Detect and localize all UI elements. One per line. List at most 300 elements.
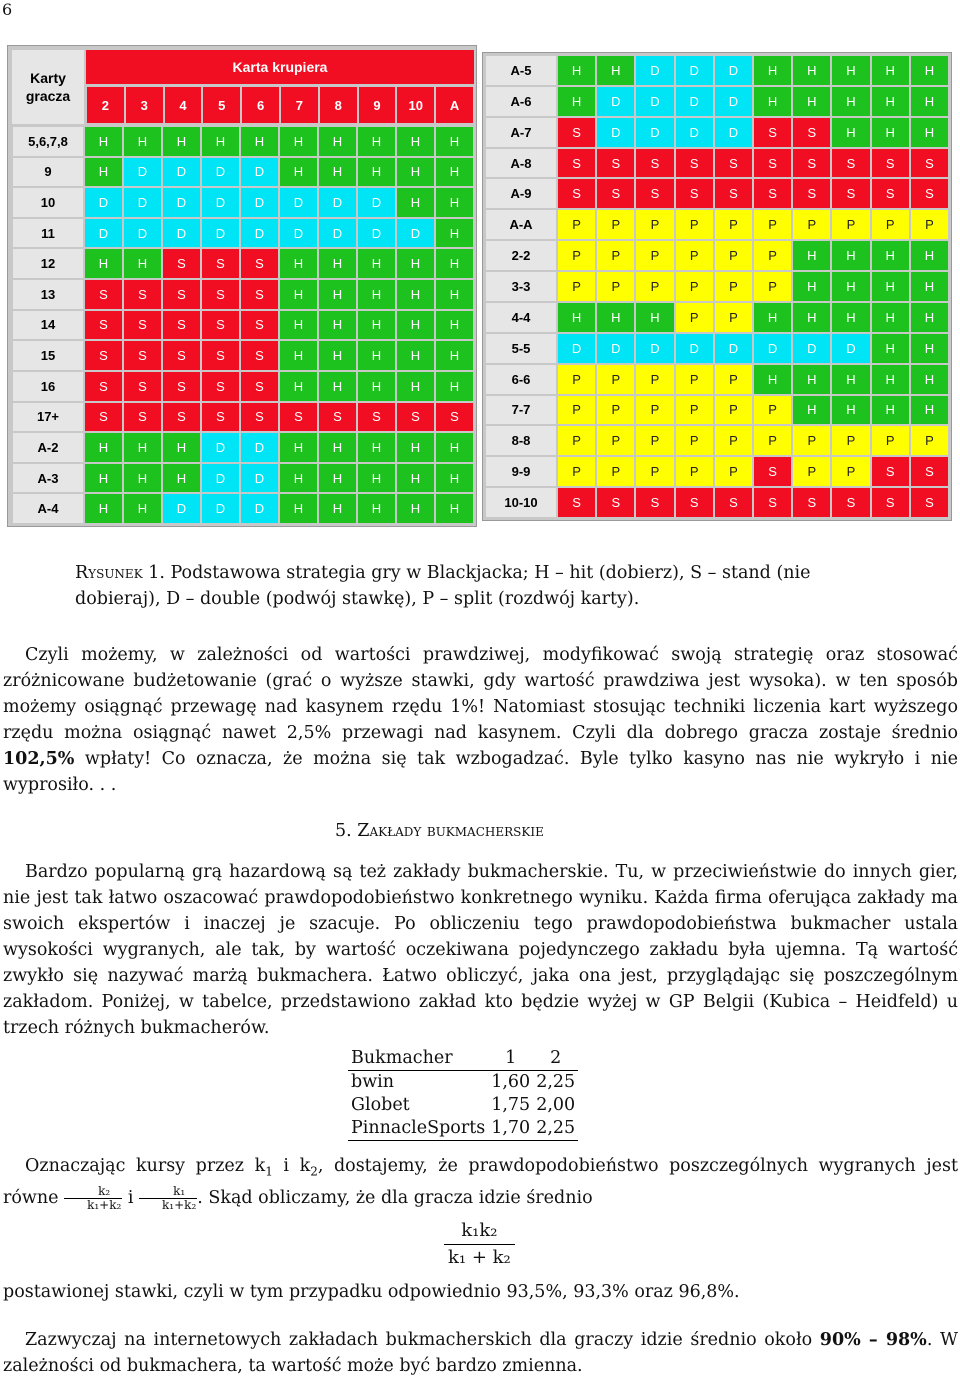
player-hand-label: 9 bbox=[12, 157, 84, 188]
strategy-cell-D: D bbox=[831, 333, 870, 364]
strategy-cell-S: S bbox=[831, 487, 870, 518]
strategy-cell-S: S bbox=[84, 340, 123, 371]
strategy-cell-H: H bbox=[84, 157, 123, 188]
strategy-cell-H: H bbox=[635, 302, 674, 333]
strategy-cell-H: H bbox=[435, 493, 474, 524]
strategy-cell-H: H bbox=[792, 302, 831, 333]
strategy-cell-D: D bbox=[675, 117, 714, 148]
highlight-percentage: 102,5% bbox=[3, 749, 75, 769]
strategy-cell-D: D bbox=[123, 218, 162, 249]
strategy-cell-P: P bbox=[714, 425, 753, 456]
strategy-cell-P: P bbox=[596, 395, 635, 426]
strategy-cell-S: S bbox=[753, 148, 792, 179]
display-formula bbox=[444, 1218, 515, 1271]
table-row bbox=[348, 1094, 578, 1117]
strategy-cell-P: P bbox=[714, 209, 753, 240]
dealer-card-header: 7 bbox=[280, 86, 319, 124]
strategy-cell-H: H bbox=[279, 371, 318, 402]
strategy-cell-H: H bbox=[123, 126, 162, 157]
strategy-cell-H: H bbox=[831, 364, 870, 395]
strategy-cell-S: S bbox=[435, 402, 474, 433]
fraction-numerator: k₁ bbox=[139, 1185, 197, 1199]
strategy-cell-P: P bbox=[831, 209, 870, 240]
fraction-prob-1 bbox=[64, 1185, 122, 1212]
strategy-cell-S: S bbox=[596, 148, 635, 179]
player-hand-label: 15 bbox=[12, 340, 84, 371]
strategy-cell-P: P bbox=[792, 456, 831, 487]
strategy-cell-D: D bbox=[84, 187, 123, 218]
strategy-cell-P: P bbox=[831, 456, 870, 487]
paragraph-text: . W zależności od bukmachera, ta wartość może być bardzo zmienna. bbox=[3, 1330, 958, 1376]
strategy-cell-S: S bbox=[792, 117, 831, 148]
strategy-cell-S: S bbox=[675, 178, 714, 209]
strategy-cell-S: S bbox=[396, 402, 435, 433]
strategy-cell-H: H bbox=[910, 302, 949, 333]
strategy-cell-D: D bbox=[162, 218, 201, 249]
strategy-cell-P: P bbox=[675, 395, 714, 426]
strategy-cell-S: S bbox=[753, 178, 792, 209]
strategy-cell-S: S bbox=[753, 117, 792, 148]
player-hand-label: 13 bbox=[12, 279, 84, 310]
player-hand-label: 14 bbox=[12, 310, 84, 341]
strategy-cell-H: H bbox=[279, 157, 318, 188]
strategy-cell-H: H bbox=[753, 302, 792, 333]
strategy-cell-P: P bbox=[675, 271, 714, 302]
strategy-cell-D: D bbox=[714, 333, 753, 364]
strategy-cell-H: H bbox=[792, 240, 831, 271]
player-cards-label-text: Karty gracza bbox=[25, 69, 71, 104]
strategy-cell-S: S bbox=[201, 371, 240, 402]
dealer-card-header: 2 bbox=[86, 86, 125, 124]
strategy-cell-H: H bbox=[396, 463, 435, 494]
strategy-cell-D: D bbox=[162, 187, 201, 218]
table-cell: 1,75 bbox=[491, 1095, 531, 1115]
strategy-cell-D: D bbox=[318, 187, 357, 218]
strategy-cell-H: H bbox=[753, 86, 792, 117]
strategy-cell-D: D bbox=[635, 117, 674, 148]
strategy-cell-H: H bbox=[596, 55, 635, 86]
strategy-cell-H: H bbox=[318, 126, 357, 157]
strategy-cell-P: P bbox=[557, 240, 596, 271]
paragraph-text: i k bbox=[272, 1156, 311, 1176]
strategy-cell-D: D bbox=[714, 55, 753, 86]
player-hand-label: A-5 bbox=[485, 55, 557, 86]
dealer-card-header: 5 bbox=[202, 86, 241, 124]
strategy-cell-P: P bbox=[753, 425, 792, 456]
strategy-cell-H: H bbox=[357, 463, 396, 494]
strategy-cell-H: H bbox=[831, 117, 870, 148]
player-hand-label: A-A bbox=[485, 209, 557, 240]
strategy-table-left bbox=[7, 45, 477, 527]
strategy-cell-H: H bbox=[318, 493, 357, 524]
strategy-cell-H: H bbox=[910, 86, 949, 117]
strategy-cell-H: H bbox=[792, 364, 831, 395]
strategy-cell-H: H bbox=[318, 371, 357, 402]
strategy-cell-P: P bbox=[753, 209, 792, 240]
strategy-cell-P: P bbox=[714, 395, 753, 426]
dealer-card-header: 3 bbox=[125, 86, 164, 124]
strategy-cell-H: H bbox=[910, 271, 949, 302]
dealer-card-label: Karta krupiera bbox=[86, 50, 474, 84]
strategy-cell-P: P bbox=[714, 364, 753, 395]
strategy-cell-P: P bbox=[635, 456, 674, 487]
player-hand-label: 11 bbox=[12, 218, 84, 249]
strategy-cell-H: H bbox=[396, 157, 435, 188]
strategy-cell-H: H bbox=[396, 340, 435, 371]
strategy-cell-H: H bbox=[396, 126, 435, 157]
strategy-cell-P: P bbox=[753, 240, 792, 271]
strategy-cell-D: D bbox=[714, 86, 753, 117]
strategy-cell-H: H bbox=[318, 432, 357, 463]
strategy-cell-S: S bbox=[162, 340, 201, 371]
strategy-cell-S: S bbox=[557, 487, 596, 518]
strategy-cell-P: P bbox=[675, 425, 714, 456]
fraction-denominator: k₁+k₂ bbox=[162, 1197, 197, 1212]
player-hand-label: A-8 bbox=[485, 148, 557, 179]
dealer-card-header: 6 bbox=[241, 86, 280, 124]
strategy-cell-S: S bbox=[123, 371, 162, 402]
strategy-cell-D: D bbox=[675, 55, 714, 86]
strategy-cell-H: H bbox=[910, 117, 949, 148]
section-title: Zakłady bukmacherskie bbox=[357, 821, 544, 841]
strategy-cell-S: S bbox=[279, 402, 318, 433]
strategy-cell-H: H bbox=[792, 55, 831, 86]
strategy-cell-S: S bbox=[162, 279, 201, 310]
strategy-cell-S: S bbox=[557, 117, 596, 148]
strategy-cell-D: D bbox=[201, 493, 240, 524]
strategy-cell-D: D bbox=[201, 187, 240, 218]
strategy-cell-S: S bbox=[123, 310, 162, 341]
strategy-cell-H: H bbox=[435, 279, 474, 310]
strategy-cell-S: S bbox=[753, 487, 792, 518]
strategy-cell-H: H bbox=[279, 493, 318, 524]
table-cell: Globet bbox=[351, 1095, 410, 1115]
strategy-cell-P: P bbox=[635, 395, 674, 426]
strategy-cell-H: H bbox=[84, 432, 123, 463]
strategy-cell-S: S bbox=[596, 178, 635, 209]
strategy-cell-H: H bbox=[279, 432, 318, 463]
strategy-cell-S: S bbox=[240, 310, 279, 341]
strategy-cell-P: P bbox=[675, 364, 714, 395]
strategy-cell-H: H bbox=[831, 86, 870, 117]
strategy-cell-H: H bbox=[279, 279, 318, 310]
strategy-cell-P: P bbox=[714, 271, 753, 302]
figure-caption-label: Rysunek 1. bbox=[75, 563, 165, 583]
strategy-cell-S: S bbox=[357, 402, 396, 433]
strategy-cell-H: H bbox=[279, 248, 318, 279]
column-header: 2 bbox=[533, 1047, 578, 1071]
player-hand-label: A-9 bbox=[485, 178, 557, 209]
strategy-cell-S: S bbox=[910, 487, 949, 518]
strategy-cell-H: H bbox=[910, 55, 949, 86]
strategy-cell-D: D bbox=[635, 55, 674, 86]
strategy-cell-H: H bbox=[871, 86, 910, 117]
strategy-cell-D: D bbox=[201, 432, 240, 463]
player-hand-label: 4-4 bbox=[485, 302, 557, 333]
strategy-cell-H: H bbox=[123, 463, 162, 494]
strategy-cell-S: S bbox=[201, 310, 240, 341]
strategy-cell-S: S bbox=[557, 178, 596, 209]
player-hand-label: A-7 bbox=[485, 117, 557, 148]
strategy-cell-P: P bbox=[635, 240, 674, 271]
player-hand-label: 7-7 bbox=[485, 395, 557, 426]
paragraph-text: i bbox=[122, 1187, 140, 1208]
figure-caption-text: Podstawowa strategia gry w Blackjacka; H – hit (dobierz), S – stand (nie dobieraj), D – double (podwój stawkę), P – split (rozdwój karty). bbox=[75, 563, 811, 609]
paragraph-odds-formula bbox=[3, 1153, 958, 1212]
strategy-cell-H: H bbox=[871, 271, 910, 302]
strategy-cell-S: S bbox=[871, 456, 910, 487]
strategy-cell-H: H bbox=[396, 432, 435, 463]
strategy-cell-H: H bbox=[357, 310, 396, 341]
strategy-cell-D: D bbox=[201, 218, 240, 249]
strategy-table-right bbox=[482, 52, 952, 521]
page-number: 6 bbox=[2, 0, 13, 19]
strategy-cell-S: S bbox=[635, 178, 674, 209]
strategy-cell-S: S bbox=[871, 178, 910, 209]
strategy-cell-P: P bbox=[635, 425, 674, 456]
strategy-cell-D: D bbox=[635, 333, 674, 364]
strategy-cell-D: D bbox=[675, 333, 714, 364]
strategy-cell-S: S bbox=[201, 279, 240, 310]
strategy-cell-H: H bbox=[831, 395, 870, 426]
table-row bbox=[348, 1117, 578, 1141]
strategy-cell-S: S bbox=[831, 178, 870, 209]
strategy-cell-S: S bbox=[792, 487, 831, 518]
player-hand-label: 12 bbox=[12, 248, 84, 279]
strategy-cell-H: H bbox=[357, 340, 396, 371]
strategy-cell-H: H bbox=[279, 310, 318, 341]
section-number: 5. bbox=[335, 821, 352, 841]
fraction-prob-2 bbox=[139, 1185, 197, 1212]
strategy-cell-H: H bbox=[910, 333, 949, 364]
strategy-cell-S: S bbox=[675, 487, 714, 518]
strategy-cell-S: S bbox=[240, 248, 279, 279]
strategy-cell-H: H bbox=[871, 395, 910, 426]
strategy-cell-H: H bbox=[831, 55, 870, 86]
strategy-cell-H: H bbox=[792, 86, 831, 117]
fraction-numerator: k₂ bbox=[64, 1185, 122, 1199]
strategy-cell-H: H bbox=[357, 157, 396, 188]
strategy-cell-S: S bbox=[240, 340, 279, 371]
paragraph-bookmakers: Bardzo popularną grą hazardową są też zakłady bukmacherskie. Tu, w przeciwieństwie do innych gier, nie jest tak łatwo oszacować prawdopodobieństwo konkretnego wyniku. Każda firma oferująca zakłady ma swoich ekspertów i inaczej je szacuje. Po obliczeniu tego prawdopodobieństwa bukmacher ustala wysokości wygranych, ale tak, by wartość oczekiwana pojedynczego zakładu była ujemna. Tą wartość zwykło się nazywać marżą bukmachera. Łatwo obliczyć, jaka ona jest, przyglądając się poszczególnym zakładom. Poniżej, w tabelce, przedstawiono zakład kto będzie wyżej w GP Belgii (Kubica – Heidfeld) u trzech różnych bukmacherów. bbox=[3, 862, 958, 1038]
strategy-cell-H: H bbox=[84, 126, 123, 157]
strategy-cell-H: H bbox=[557, 55, 596, 86]
strategy-cell-P: P bbox=[635, 271, 674, 302]
strategy-cell-H: H bbox=[357, 279, 396, 310]
strategy-cell-D: D bbox=[123, 187, 162, 218]
strategy-cell-S: S bbox=[240, 279, 279, 310]
strategy-cell-H: H bbox=[435, 126, 474, 157]
strategy-cell-H: H bbox=[357, 126, 396, 157]
strategy-cell-H: H bbox=[831, 240, 870, 271]
strategy-cell-P: P bbox=[831, 425, 870, 456]
strategy-cell-D: D bbox=[753, 333, 792, 364]
column-header: 1 bbox=[488, 1047, 533, 1071]
strategy-cell-S: S bbox=[123, 402, 162, 433]
strategy-cell-S: S bbox=[318, 402, 357, 433]
strategy-cell-S: S bbox=[162, 248, 201, 279]
strategy-cell-H: H bbox=[435, 310, 474, 341]
strategy-cell-D: D bbox=[357, 187, 396, 218]
table-cell: bwin bbox=[351, 1072, 395, 1092]
strategy-cell-H: H bbox=[318, 248, 357, 279]
strategy-cell-H: H bbox=[279, 126, 318, 157]
player-hand-label: 5,6,7,8 bbox=[12, 126, 84, 157]
strategy-cell-S: S bbox=[240, 371, 279, 402]
strategy-cell-S: S bbox=[201, 248, 240, 279]
dealer-card-header: 8 bbox=[319, 86, 358, 124]
paragraph-card-counting bbox=[3, 642, 958, 798]
strategy-cell-H: H bbox=[792, 395, 831, 426]
strategy-cell-D: D bbox=[396, 218, 435, 249]
strategy-cell-D: D bbox=[357, 218, 396, 249]
strategy-cell-S: S bbox=[910, 178, 949, 209]
strategy-cell-D: D bbox=[201, 463, 240, 494]
dealer-card-header-row bbox=[86, 86, 474, 124]
strategy-cell-S: S bbox=[910, 148, 949, 179]
table-row bbox=[348, 1071, 578, 1095]
strategy-cell-D: D bbox=[240, 187, 279, 218]
strategy-cell-D: D bbox=[240, 463, 279, 494]
strategy-cell-S: S bbox=[201, 402, 240, 433]
formula-denominator: k₁ + k₂ bbox=[448, 1247, 511, 1268]
strategy-cell-H: H bbox=[910, 364, 949, 395]
strategy-cell-P: P bbox=[596, 456, 635, 487]
strategy-cell-H: H bbox=[357, 432, 396, 463]
strategy-cell-H: H bbox=[435, 432, 474, 463]
strategy-cell-H: H bbox=[871, 55, 910, 86]
strategy-cell-H: H bbox=[871, 117, 910, 148]
column-header: Bukmacher bbox=[348, 1047, 488, 1071]
strategy-cell-P: P bbox=[557, 425, 596, 456]
strategy-cell-D: D bbox=[123, 157, 162, 188]
strategy-cell-H: H bbox=[557, 302, 596, 333]
strategy-cell-P: P bbox=[596, 364, 635, 395]
player-hand-label: 5-5 bbox=[485, 333, 557, 364]
strategy-cell-S: S bbox=[871, 148, 910, 179]
table-cell: 2,25 bbox=[533, 1117, 578, 1141]
left-strategy-grid bbox=[12, 126, 474, 524]
table-cell: PinnacleSports bbox=[348, 1117, 488, 1141]
strategy-cell-H: H bbox=[357, 493, 396, 524]
paragraph-results: postawionej stawki, czyli w tym przypadku odpowiednio 93,5%, 93,3% oraz 96,8%. bbox=[3, 1282, 740, 1302]
strategy-cell-H: H bbox=[435, 463, 474, 494]
player-hand-label: 8-8 bbox=[485, 425, 557, 456]
strategy-cell-P: P bbox=[557, 395, 596, 426]
strategy-cell-D: D bbox=[792, 333, 831, 364]
strategy-cell-S: S bbox=[123, 340, 162, 371]
strategy-cell-H: H bbox=[831, 271, 870, 302]
paragraph-text: Zazwyczaj na internetowych zakładach bukmacherskich dla graczy idzie średnio około bbox=[25, 1330, 820, 1350]
strategy-cell-D: D bbox=[279, 187, 318, 218]
strategy-cell-H: H bbox=[162, 463, 201, 494]
paragraph-summary bbox=[3, 1327, 958, 1379]
strategy-cell-D: D bbox=[675, 86, 714, 117]
strategy-cell-S: S bbox=[714, 148, 753, 179]
highlight-range: 90% – 98% bbox=[819, 1330, 927, 1350]
strategy-cell-H: H bbox=[318, 463, 357, 494]
player-hand-label: A-2 bbox=[12, 432, 84, 463]
paragraph-text: Oznaczając kursy przez k bbox=[25, 1156, 266, 1176]
strategy-cell-P: P bbox=[557, 456, 596, 487]
strategy-cell-H: H bbox=[162, 432, 201, 463]
strategy-cell-H: H bbox=[753, 364, 792, 395]
right-strategy-grid bbox=[485, 55, 949, 518]
strategy-cell-D: D bbox=[318, 218, 357, 249]
fraction-denominator: k₁+k₂ bbox=[87, 1197, 122, 1212]
strategy-cell-S: S bbox=[84, 279, 123, 310]
player-hand-label: 10-10 bbox=[485, 487, 557, 518]
strategy-cell-P: P bbox=[557, 364, 596, 395]
strategy-cell-H: H bbox=[357, 371, 396, 402]
strategy-cell-H: H bbox=[435, 218, 474, 249]
strategy-cell-S: S bbox=[123, 279, 162, 310]
strategy-cell-S: S bbox=[162, 310, 201, 341]
section-heading bbox=[335, 821, 544, 841]
strategy-cell-D: D bbox=[162, 157, 201, 188]
strategy-cell-P: P bbox=[675, 302, 714, 333]
strategy-cell-D: D bbox=[162, 493, 201, 524]
strategy-cell-D: D bbox=[240, 493, 279, 524]
strategy-cell-H: H bbox=[396, 248, 435, 279]
strategy-cell-H: H bbox=[84, 463, 123, 494]
strategy-cell-D: D bbox=[240, 432, 279, 463]
player-hand-label: A-4 bbox=[12, 493, 84, 524]
player-hand-label: 2-2 bbox=[485, 240, 557, 271]
strategy-cell-P: P bbox=[714, 240, 753, 271]
strategy-cell-S: S bbox=[792, 178, 831, 209]
table-header-row bbox=[348, 1047, 578, 1071]
strategy-cell-P: P bbox=[792, 209, 831, 240]
strategy-cell-P: P bbox=[635, 209, 674, 240]
strategy-cell-H: H bbox=[753, 55, 792, 86]
paragraph-text: . Skąd obliczamy, że dla gracza idzie średnio bbox=[197, 1187, 593, 1208]
strategy-cell-H: H bbox=[396, 279, 435, 310]
player-hand-label: 10 bbox=[12, 187, 84, 218]
player-cards-label bbox=[12, 50, 84, 124]
player-hand-label: 3-3 bbox=[485, 271, 557, 302]
strategy-cell-P: P bbox=[714, 302, 753, 333]
strategy-cell-H: H bbox=[318, 157, 357, 188]
strategy-cell-P: P bbox=[753, 395, 792, 426]
strategy-cell-D: D bbox=[557, 333, 596, 364]
table-cell: 1,60 bbox=[491, 1072, 531, 1092]
strategy-cell-S: S bbox=[871, 487, 910, 518]
strategy-cell-H: H bbox=[396, 493, 435, 524]
strategy-cell-H: H bbox=[435, 248, 474, 279]
strategy-cell-D: D bbox=[279, 218, 318, 249]
table-cell: 1,70 bbox=[488, 1117, 533, 1141]
strategy-cell-H: H bbox=[435, 157, 474, 188]
strategy-cell-H: H bbox=[557, 86, 596, 117]
figure-caption bbox=[75, 560, 890, 612]
strategy-cell-S: S bbox=[675, 148, 714, 179]
strategy-cell-S: S bbox=[635, 487, 674, 518]
strategy-cell-S: S bbox=[714, 178, 753, 209]
table-cell: 2,25 bbox=[536, 1072, 576, 1092]
bookmaker-odds-table bbox=[348, 1047, 578, 1141]
player-hand-label: A-3 bbox=[12, 463, 84, 494]
strategy-cell-P: P bbox=[871, 425, 910, 456]
strategy-cell-S: S bbox=[557, 148, 596, 179]
player-hand-label: 6-6 bbox=[485, 364, 557, 395]
strategy-cell-P: P bbox=[675, 209, 714, 240]
strategy-cell-S: S bbox=[84, 371, 123, 402]
strategy-cell-H: H bbox=[396, 310, 435, 341]
strategy-cell-H: H bbox=[871, 240, 910, 271]
strategy-cell-S: S bbox=[240, 402, 279, 433]
dealer-card-header: 9 bbox=[358, 86, 397, 124]
